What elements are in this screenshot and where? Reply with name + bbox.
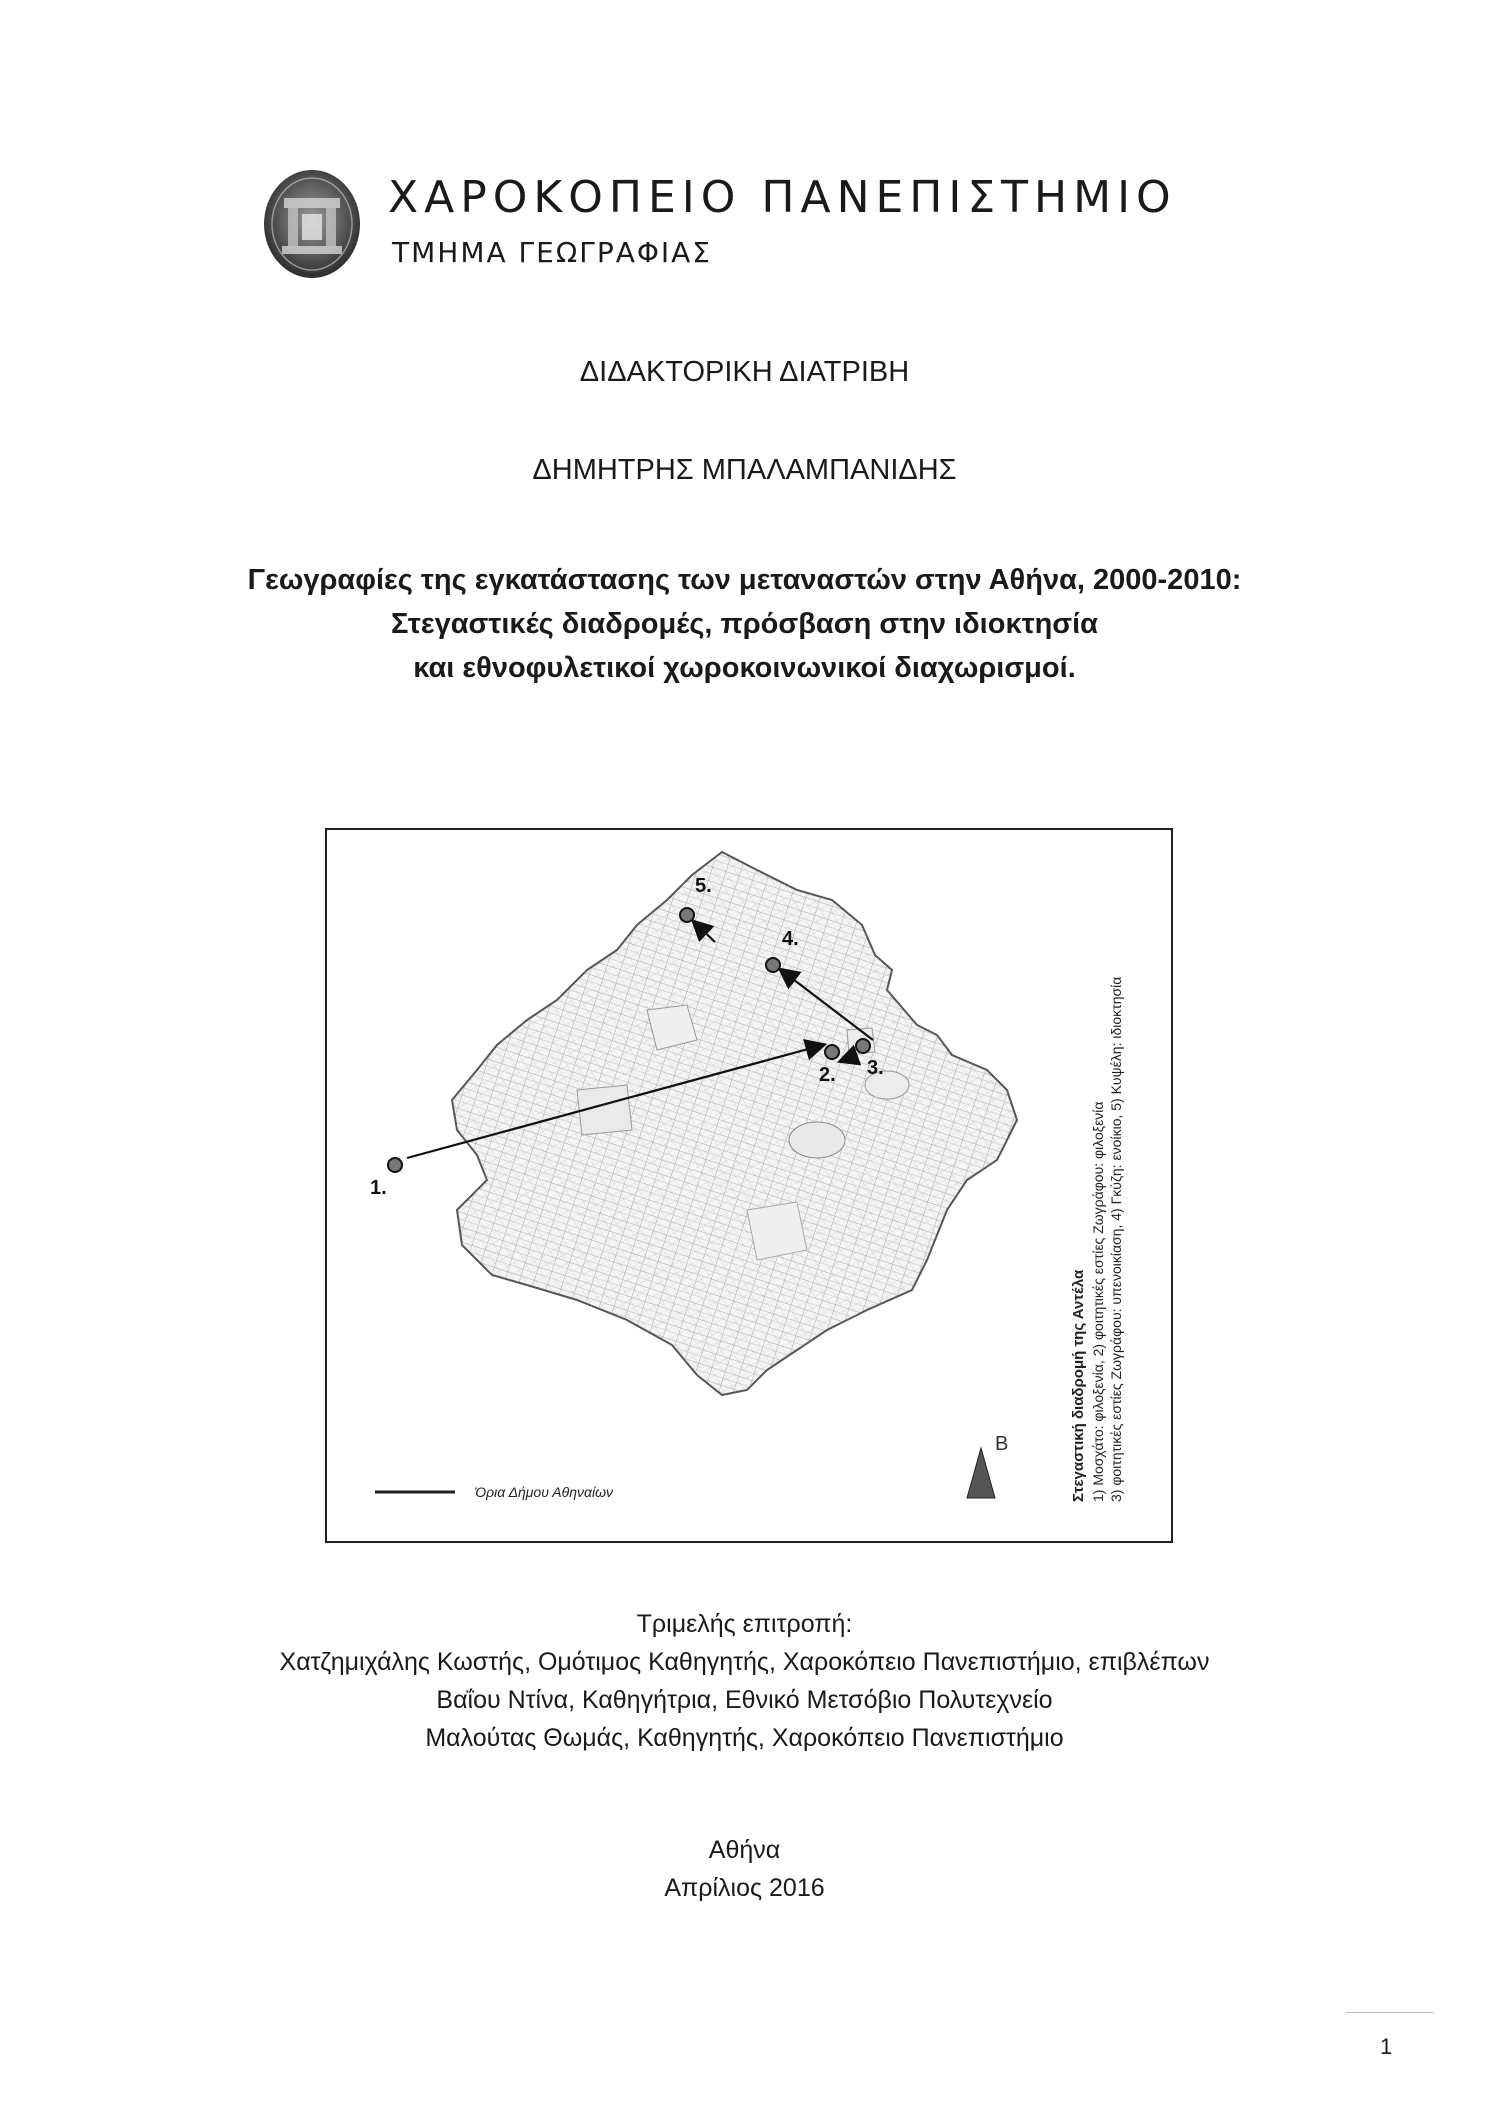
point-1 bbox=[388, 1158, 402, 1172]
point-4 bbox=[766, 958, 780, 972]
point-label-4: 4. bbox=[782, 928, 799, 950]
committee-member: Χατζημιχάλης Κωστής, Ομότιμος Καθηγητής, Χαροκόπειο Πανεπιστήμιο, επιβλέπων bbox=[279, 1648, 1210, 1676]
author-name: ΔΗΜΗΤΡΗΣ ΜΠΑΛΑΜΠΑΝΙΔΗΣ bbox=[532, 454, 957, 486]
university-seal-icon bbox=[262, 168, 362, 280]
thesis-title-line-1: Γεωγραφίες της εγκατάστασης των μεταναστών στην Αθήνα, 2000-2010: bbox=[247, 564, 1242, 596]
page-number-rule bbox=[1346, 2012, 1434, 2013]
date: Απρίλιος 2016 bbox=[664, 1874, 825, 1902]
document-type: ΔΙΔΑΚΤΟΡΙΚΗ ΔΙΑΤΡΙΒΗ bbox=[579, 356, 910, 388]
map-caption bbox=[1070, 977, 1124, 1502]
university-name: ΧΑΡΟΚΟΠΕΙΟ ΠΑΝΕΠΙΣΤΗΜΙΟ bbox=[388, 172, 1177, 223]
north-arrow-icon bbox=[967, 1433, 1008, 1498]
point-3 bbox=[856, 1039, 870, 1053]
point-label-2: 2. bbox=[819, 1064, 836, 1086]
committee-heading: Τριμελής επιτροπή: bbox=[636, 1610, 853, 1638]
caption-title: Στεγαστική διαδρομή της Αντέλα bbox=[1070, 1269, 1087, 1502]
point-label-5: 5. bbox=[695, 875, 712, 897]
svg-text:Β: Β bbox=[995, 1433, 1009, 1455]
page-number: 1 bbox=[1380, 2034, 1393, 2059]
point-2 bbox=[825, 1045, 839, 1059]
point-5 bbox=[680, 908, 694, 922]
housing-trajectory-map bbox=[325, 828, 1173, 1543]
legend-boundary-label: Όρια Δήμου Αθηναίων bbox=[475, 1484, 613, 1500]
map-legend bbox=[375, 1484, 613, 1500]
city: Αθήνα bbox=[708, 1836, 781, 1864]
thesis-title-line-2: Στεγαστικές διαδρομές, πρόσβαση στην ιδιοκτησία bbox=[390, 608, 1099, 640]
committee-member: Μαλούτας Θωμάς, Καθηγητής, Χαροκόπειο Πανεπιστήμιο bbox=[425, 1724, 1064, 1752]
caption-line-1: 1) Μοσχάτο: φιλοξενία, 2) φοιτητικές εστίες Ζωγράφου: φιλοξενία bbox=[1090, 1101, 1106, 1502]
committee-member: Βαΐου Ντίνα, Καθηγήτρια, Εθνικό Μετσόβιο Πολυτεχνείο bbox=[436, 1686, 1053, 1714]
point-label-1: 1. bbox=[370, 1177, 387, 1199]
point-label-3: 3. bbox=[867, 1057, 884, 1079]
department-name: ΤΜΗΜΑ ΓΕΩΓΡΑΦΙΑΣ bbox=[392, 236, 712, 269]
caption-line-2: 3) φοιτητικές εστίες Ζωγράφου: υπενοικίαση, 4) Γκύζη: ενοίκιο, 5) Κυψέλη: ιδιοκτησία bbox=[1108, 976, 1124, 1502]
thesis-title-line-3: και εθνοφυλετικοί χωροκοινωνικοί διαχωρισμοί. bbox=[413, 652, 1076, 684]
